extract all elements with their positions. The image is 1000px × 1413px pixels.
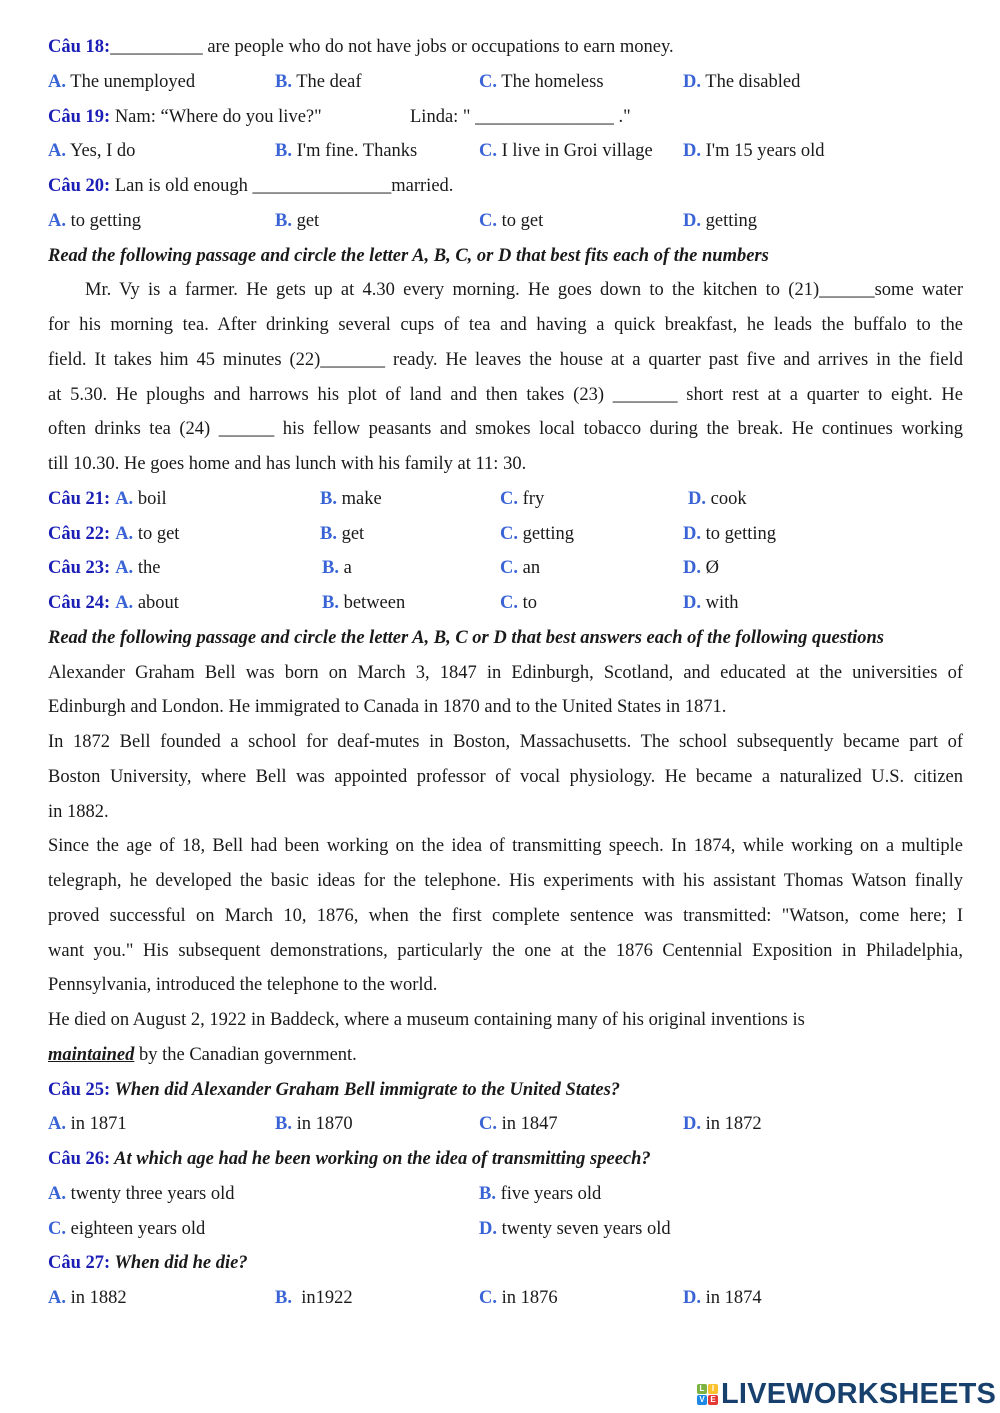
q22-option-b[interactable]: [320, 521, 364, 547]
option-text: The disabled: [701, 71, 801, 92]
liveworksheets-logo: [697, 1378, 996, 1411]
option-text: make: [336, 488, 382, 509]
option-text: twenty three years old: [66, 1183, 235, 1204]
option-text: Ø: [701, 558, 719, 579]
passage2-line: [48, 868, 963, 894]
option-letter: A.: [48, 1114, 66, 1135]
option-letter: D.: [683, 1288, 701, 1308]
q25-option-a[interactable]: [48, 1111, 127, 1137]
q24-option-d[interactable]: [683, 590, 739, 616]
q24-option-c[interactable]: [500, 590, 537, 616]
q19-option-d[interactable]: [683, 138, 825, 164]
option-text: getting: [518, 523, 575, 544]
option-letter: B.: [275, 71, 292, 92]
passage-text: till 10.30. He goes home and has lunch with his family at 11: 30.: [48, 454, 527, 474]
option-letter: A.: [48, 1288, 66, 1308]
instruction-2: [48, 625, 884, 651]
instruction-text: Read the following passage and circle the letter A, B, C, or D that best fits each of the numbers: [48, 245, 769, 266]
q23-option-d[interactable]: [683, 555, 719, 581]
option-text: get: [291, 210, 320, 231]
passage2-line: [48, 694, 963, 720]
q27-question: [48, 1250, 248, 1276]
passage2-line: [48, 799, 963, 825]
q26-option-a[interactable]: [48, 1181, 235, 1207]
option-letter: C.: [500, 558, 518, 579]
question-stem: When did Alexander Graham Bell immigrate to the United States?: [110, 1079, 621, 1100]
option-text: twenty seven years old: [497, 1218, 671, 1239]
q21-option-a[interactable]: [115, 489, 166, 509]
option-text: to: [518, 593, 538, 613]
q19-question: [48, 104, 322, 130]
option-letter: A.: [48, 210, 66, 231]
q27-option-c[interactable]: [479, 1285, 558, 1311]
option-letter: D.: [683, 1114, 701, 1135]
q23-option-c[interactable]: [500, 555, 540, 581]
instruction-text: Read the following passage and circle the letter A, B, C or D that best answers each of the following questions: [48, 627, 884, 648]
option-letter: D.: [683, 558, 701, 579]
option-text: with: [701, 593, 739, 613]
logo-cube-letter: L: [697, 1384, 707, 1394]
option-letter: C.: [479, 71, 497, 92]
passage-text: want you." His subsequent demonstrations, particularly the one at the 1876 Centennial Exposition in Philadelphia,: [48, 940, 963, 961]
q20-option-d[interactable]: [683, 208, 757, 234]
passage2-line: [48, 660, 963, 686]
passage1-line: [48, 416, 963, 442]
question-stem: Lan is old enough _______________married.: [110, 176, 454, 196]
passage1-line: [48, 382, 963, 408]
q20-option-b[interactable]: [275, 208, 319, 234]
option-text: a: [338, 558, 352, 579]
option-text: in 1870: [291, 1114, 353, 1135]
question-number: Câu 20:: [48, 176, 111, 196]
passage2-line: [48, 833, 963, 859]
question-stem-2: Linda: " _______________ .": [410, 106, 631, 127]
passage2-line: [48, 972, 963, 998]
question-stem: __________ are people who do not have jobs or occupations to earn money.: [110, 37, 674, 57]
passage2-line: [48, 764, 963, 790]
q19-option-a[interactable]: [48, 138, 135, 164]
q19-option-c[interactable]: [479, 138, 653, 164]
q27-option-b[interactable]: [275, 1285, 353, 1311]
option-letter: D.: [683, 71, 701, 92]
passage-text: Boston University, where Bell was appointed professor of vocal physiology. He became a naturalized U.S. citizen: [48, 766, 963, 787]
option-text: about: [133, 593, 179, 613]
option-text: the: [133, 558, 161, 579]
option-letter: B.: [275, 1288, 292, 1308]
option-text: I'm fine. Thanks: [291, 141, 418, 162]
q24-option-a[interactable]: [115, 593, 179, 613]
passage-text: by the Canadian government.: [134, 1044, 357, 1065]
q19-option-b[interactable]: [275, 138, 417, 164]
option-letter: A.: [115, 558, 134, 579]
option-letter: A.: [48, 141, 66, 162]
q21-option-c[interactable]: [500, 486, 544, 512]
q24-option-b[interactable]: [322, 590, 405, 616]
option-letter: D.: [683, 593, 701, 613]
option-letter: C.: [48, 1218, 66, 1239]
option-letter: B.: [320, 523, 337, 544]
logo-cube-letter: E: [708, 1395, 718, 1405]
passage-text: in 1882.: [48, 801, 109, 822]
q18-option-a[interactable]: [48, 69, 195, 95]
option-letter: A.: [48, 71, 66, 92]
question-stem: When did he die?: [110, 1253, 248, 1274]
passage1-line: [48, 312, 963, 338]
passage-text: He died on August 2, 1922 in Baddeck, where a museum containing many of his original inventions is: [48, 1010, 805, 1030]
option-text: The homeless: [497, 71, 604, 92]
passage-text: Edinburgh and London. He immigrated to Canada in 1870 and to the United States in 1871.: [48, 697, 727, 718]
highlighted-word: maintained: [48, 1044, 135, 1065]
option-letter: A.: [115, 593, 134, 613]
instruction-1: [48, 243, 769, 269]
q19-response: [410, 104, 631, 130]
passage-text: Pennsylvania, introduced the telephone to the world.: [48, 975, 438, 996]
question-number: Câu 21:: [48, 488, 111, 509]
option-letter: B.: [479, 1183, 496, 1204]
passage-text: telegraph, he developed the basic ideas for the telephone. His experiments with his assistant Thomas Watson finally: [48, 871, 963, 891]
option-letter: A.: [115, 523, 134, 544]
question-number: Câu 23:: [48, 558, 111, 579]
option-letter: A.: [48, 1183, 66, 1204]
option-letter: B.: [322, 593, 339, 613]
q18-question: [48, 34, 674, 60]
question-stem: At which age had he been working on the idea of transmitting speech?: [110, 1149, 651, 1169]
q27-option-a[interactable]: [48, 1285, 127, 1311]
option-text: I'm 15 years old: [701, 141, 825, 162]
question-number: Câu 22:: [48, 523, 111, 544]
passage2-line: [48, 938, 963, 964]
option-text: in 1882: [66, 1288, 127, 1308]
option-text: The unemployed: [66, 71, 196, 92]
passage1-line: [48, 451, 963, 477]
passage-text: proved successful on March 10, 1876, when the first complete sentence was transmitted: "Watson, come here; I: [48, 905, 963, 926]
q22-option-a[interactable]: [115, 524, 179, 544]
option-text: to get: [133, 523, 180, 544]
passage-text: field. It takes him 45 minutes (22)_______ ready. He leaves the house at a quarter past five and arrives in the field: [48, 349, 963, 370]
q20-option-a[interactable]: [48, 208, 141, 234]
q18-option-c[interactable]: [479, 69, 604, 95]
option-text: in1922: [291, 1288, 353, 1308]
q22-question: [48, 521, 179, 547]
q22-option-c[interactable]: [500, 521, 574, 547]
option-text: to getting: [66, 210, 142, 231]
question-number: Câu 25:: [48, 1079, 111, 1100]
option-letter: C.: [479, 1114, 497, 1135]
passage2-line: [48, 1007, 805, 1033]
option-letter: D.: [479, 1218, 497, 1239]
logo-text: LIVEWORKSHEETS: [721, 1378, 997, 1410]
q22-option-d[interactable]: [683, 521, 776, 547]
q25-option-d[interactable]: [683, 1111, 762, 1137]
option-text: I live in Groi village: [497, 141, 653, 162]
option-text: an: [518, 558, 541, 579]
option-text: in 1872: [701, 1114, 762, 1135]
q21-question: [48, 486, 167, 512]
option-text: in 1874: [701, 1288, 762, 1308]
q18-option-b[interactable]: [275, 69, 361, 95]
q21-option-b[interactable]: [320, 486, 382, 512]
option-letter: B.: [275, 141, 292, 162]
option-text: to getting: [701, 523, 777, 544]
option-text: in 1871: [66, 1114, 127, 1135]
q25-option-c[interactable]: [479, 1111, 558, 1137]
q20-question: [48, 173, 453, 199]
option-letter: C.: [500, 593, 518, 613]
option-text: The deaf: [291, 71, 362, 92]
passage2-line: [48, 903, 963, 929]
passage-text: at 5.30. He ploughs and harrows his plot of land and then takes (23) _______ short rest at a quarter to eight. He: [48, 384, 963, 405]
option-letter: C.: [500, 523, 518, 544]
passage-text: Since the age of 18, Bell had been working on the idea of transmitting speech. In 1874, while working on a multiple: [48, 836, 963, 857]
q26-option-c[interactable]: [48, 1216, 205, 1242]
q27-option-d[interactable]: [683, 1285, 762, 1311]
q23-option-b[interactable]: [322, 555, 352, 581]
option-text: Yes, I do: [66, 141, 136, 162]
passage1-line: [85, 277, 963, 303]
q18-option-d[interactable]: [683, 69, 800, 95]
option-text: in 1876: [497, 1288, 558, 1308]
option-letter: C.: [479, 210, 497, 231]
q20-option-c[interactable]: [479, 208, 543, 234]
option-letter: A.: [115, 488, 134, 509]
option-text: boil: [133, 488, 167, 509]
question-number: Câu 18:: [48, 37, 111, 57]
question-stem: Nam: “Where do you live?": [110, 106, 322, 127]
q25-option-b[interactable]: [275, 1111, 353, 1137]
option-letter: C.: [479, 1288, 497, 1308]
option-letter: C.: [479, 141, 497, 162]
option-text: eighteen years old: [66, 1218, 206, 1239]
logo-cube-letter: I: [708, 1384, 718, 1394]
option-letter: B.: [322, 558, 339, 579]
logo-cube-letter: V: [697, 1395, 707, 1405]
passage-text: Alexander Graham Bell was born on March 3, 1847 in Edinburgh, Scotland, and educated at the universities of: [48, 662, 963, 683]
option-letter: B.: [275, 1114, 292, 1135]
option-letter: D.: [688, 488, 706, 509]
logo-cube-icon: [697, 1384, 718, 1405]
option-text: in 1847: [497, 1114, 558, 1135]
passage1-line: [48, 347, 963, 373]
option-text: get: [336, 523, 365, 544]
question-number: Câu 26:: [48, 1149, 111, 1169]
option-letter: B.: [275, 210, 292, 231]
option-text: getting: [701, 210, 758, 231]
q26-option-b[interactable]: [479, 1181, 601, 1207]
question-number: Câu 24:: [48, 593, 111, 613]
option-letter: D.: [683, 523, 701, 544]
question-number: Câu 19:: [48, 106, 111, 127]
passage2-line: [48, 1042, 357, 1068]
option-text: between: [338, 593, 406, 613]
passage2-line: [48, 729, 963, 755]
q21-option-d[interactable]: [688, 486, 747, 512]
option-letter: C.: [500, 488, 518, 509]
option-letter: D.: [683, 141, 701, 162]
q25-question: [48, 1077, 620, 1103]
passage-text: In 1872 Bell founded a school for deaf-mutes in Boston, Massachusetts. The school subsequently became part of: [48, 732, 963, 752]
q26-question: [48, 1146, 651, 1172]
option-text: cook: [706, 488, 747, 509]
option-text: five years old: [495, 1183, 602, 1204]
passage-text: Mr. Vy is a farmer. He gets up at 4.30 every morning. He goes down to the kitchen to (21)______some water: [85, 280, 963, 301]
question-number: Câu 27:: [48, 1253, 111, 1274]
q24-question: [48, 590, 179, 616]
passage-text: for his morning tea. After drinking several cups of tea and having a quick breakfast, he leads the buffalo to the: [48, 315, 963, 335]
q26-option-d[interactable]: [479, 1216, 671, 1242]
option-text: to get: [497, 210, 544, 231]
q23-question: [48, 555, 160, 581]
passage-text: often drinks tea (24) ______ his fellow peasants and smokes local tobacco during the break. He continues working: [48, 419, 963, 440]
option-letter: B.: [320, 488, 337, 509]
option-letter: D.: [683, 210, 701, 231]
option-text: fry: [518, 488, 545, 509]
q23-option-a[interactable]: [115, 558, 160, 578]
